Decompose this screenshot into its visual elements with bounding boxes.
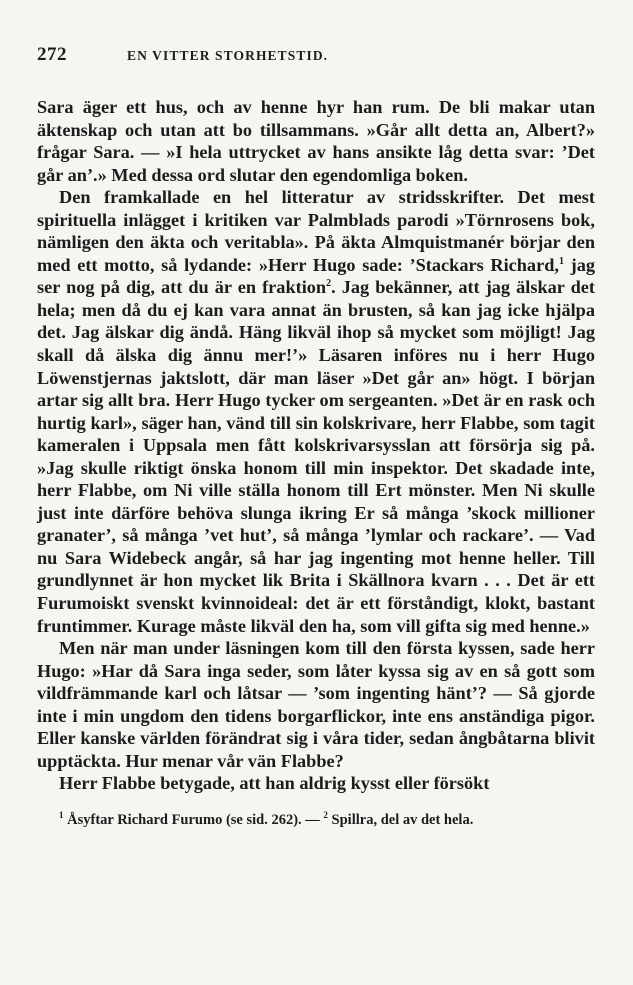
paragraph xyxy=(37,637,595,772)
text-run: Herr Flabbe betygade, att han aldrig kysst eller försökt xyxy=(59,773,490,794)
text-run: jag ser nog på dig, att du är en fraktion xyxy=(37,254,595,298)
paragraph xyxy=(37,96,595,186)
footnote-marker: 1 xyxy=(558,255,564,267)
text-run: Den framkallade en hel litteratur av stridsskrifter. Det mest spirituella inlägget i kritiken var Palmblads parodi »Törnrosens bok, nämligen den äkta och veritabla». På äkta Almquistmanér börjar den med ett motto, så lydande: »Herr Hugo sade: ’Stackars Richard, xyxy=(37,187,595,275)
body-text xyxy=(37,96,595,795)
page-number: 272 xyxy=(37,44,67,65)
footnote-marker: 2 xyxy=(323,810,328,821)
paragraph xyxy=(37,186,595,637)
running-head xyxy=(37,44,595,74)
footnotes xyxy=(37,811,595,829)
paragraph xyxy=(37,772,595,795)
footnote-marker: 1 xyxy=(59,810,64,821)
text-run: Sara äger ett hus, och av henne hyr han rum. De bli makar utan äktenskap och utan att bo tillsammans. »Går allt detta an, Albert?» frågar Sara. — »I hela uttrycket av hans ansikte låg detta svar: ’Det går an’.» Med dessa ord slutar den egendomliga boken. xyxy=(37,97,595,185)
text-run: Men när man under läsningen kom till den första kyssen, sade herr Hugo: »Har då Sara inga seder, som låter kyssa sig av en så gott som vildfrämmande karl och låtsar — ’som ingenting hänt’? — Så gjorde inte i min ungdom den tidens borgarflickor, inte ens anständiga pigor. Eller kanske världen förändrat sig i våra tider, sedan ångbåtarna blivit upptäckta. Hur menar vår vän Flabbe? xyxy=(37,638,595,771)
text-run: Åsyftar Richard Furumo (se sid. 262). — xyxy=(63,811,324,828)
text-run: . Jag bekänner, att jag älskar det hela; men då du ej kan vara annat än brusten, så kan jag icke hjälpa det. Jag älskar dig ändå. Häng likväl ihop så mycket som möjligt! Jag skall då älska dig ännu mer!’» Läsaren införes nu i herr Hugo Löwenstjernas jaktslott, där man läser »Det går an» högt. I början artar sig allt bra. Herr Hugo tycker om sergeanten. »Det är en rask och hurtig karl», säger han, vänd till sin kolskrivare, herr Flabbe, som tagit kameralen i Uppsala men fått kolskrivarsysslan att försörja sig på. »Jag skulle riktigt önska honom till min inspektor. Det skadade inte, herr Flabbe, om Ni ville ställa honom till Ert mönster. Men Ni skulle just inte därföre behöva slunga ikring Er så många ’skock millioner granater’, så många ’vet hut’, så många ’lymlar och rackare’. — Vad nu Sara Widebeck angår, så har jag ingenting mot henne heller. Till grundlynnet är hon mycket lik Brita i Skällnora kvarn . . . Det är ett Furumoiskt svenskt kvinnoideal: det är ett förståndigt, klokt, bastant fruntimmer. Kurage måste likväl den ha, som vill gifta sig med henne.» xyxy=(37,277,595,636)
footnote-marker: 2 xyxy=(326,278,332,290)
running-title: EN VITTER STORHETSTID. xyxy=(127,48,329,63)
text-run: Spillra, del av det hela. xyxy=(327,811,474,828)
